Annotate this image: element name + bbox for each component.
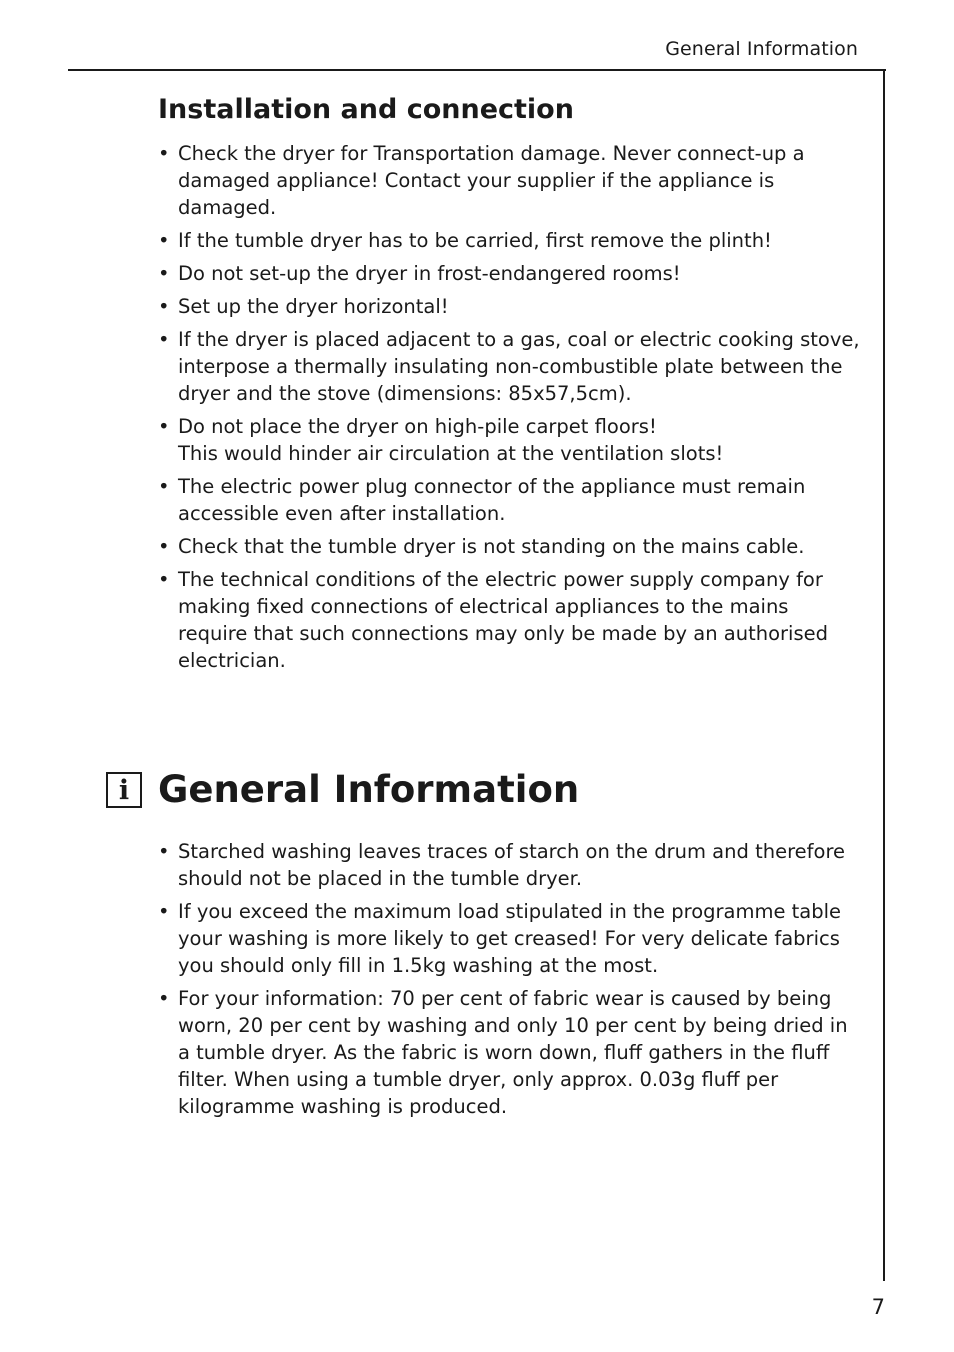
list-item: • Check the dryer for Transportation damage. Never connect-up a damaged appliance! Contact your supplier if the appliance is damaged. — [158, 140, 863, 221]
chapter-heading — [106, 768, 579, 812]
list-item: • Do not set-up the dryer in frost-endangered rooms! — [158, 260, 863, 287]
general-information-list — [158, 838, 863, 1126]
list-item: • If you exceed the maximum load stipulated in the programme table your washing is more likely to get creased! For very delicate fabrics you should only fill in 1.5kg washing at the most. — [158, 898, 863, 979]
running-header: General Information — [665, 38, 858, 60]
section-title-installation: Installation and connection — [158, 94, 574, 125]
header-rule — [68, 69, 886, 71]
list-item: • If the dryer is placed adjacent to a gas, coal or electric cooking stove, interpose a thermally insulating non-combustible plate between the dryer and the stove (dimensions: 85x57,5cm). — [158, 326, 863, 407]
list-item: • If the tumble dryer has to be carried, first remove the plinth! — [158, 227, 863, 254]
list-item: • Starched washing leaves traces of starch on the drum and therefore should not be placed in the tumble dryer. — [158, 838, 863, 892]
page-number: 7 — [871, 1295, 885, 1319]
list-item: • The technical conditions of the electric power supply company for making fixed connections of electrical appliances to the mains require that such connections may only be made by an authorised electrician. — [158, 566, 863, 674]
list-item: • Check that the tumble dryer is not standing on the mains cable. — [158, 533, 863, 560]
margin-rule — [883, 69, 885, 1281]
list-item: • For your information: 70 per cent of fabric wear is caused by being worn, 20 per cent by washing and only 10 per cent by being dried in a tumble dryer. As the fabric is worn down, fluff gathers in the fluff filter. When using a tumble dryer, only approx. 0.03g fluff per kilogramme washing is produced. — [158, 985, 863, 1120]
info-icon: i — [106, 772, 142, 808]
list-item: • The electric power plug connector of the appliance must remain accessible even after installation. — [158, 473, 863, 527]
installation-list — [158, 140, 863, 680]
chapter-title: General Information — [158, 768, 580, 811]
list-item: • Do not place the dryer on high-pile carpet floors! This would hinder air circulation at the ventilation slots! — [158, 413, 863, 467]
list-item: • Set up the dryer horizontal! — [158, 293, 863, 320]
